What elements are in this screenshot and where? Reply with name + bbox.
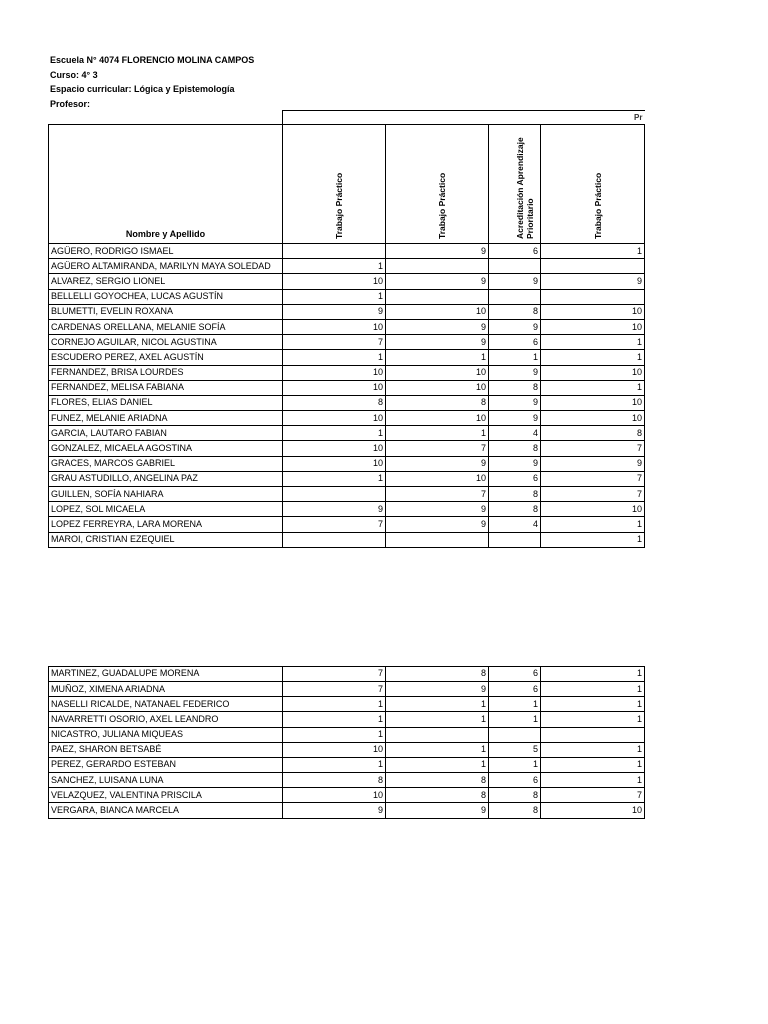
student-name-cell[interactable]: LOPEZ, SOL MICAELA <box>49 502 283 517</box>
student-name-cell[interactable]: MUÑOZ, XIMENA ARIADNA <box>49 681 283 696</box>
grade-cell-c2[interactable]: 7 <box>386 441 489 456</box>
student-name-cell[interactable]: GRACES, MARCOS GABRIEL <box>49 456 283 471</box>
grade-cell-c2[interactable]: 10 <box>386 365 489 380</box>
grade-cell-c3[interactable]: 1 <box>489 350 541 365</box>
table-row <box>49 365 645 380</box>
grade-cell-c4[interactable]: 10 <box>541 304 645 319</box>
school-name: Escuela N° 4074 FLORENCIO MOLINA CAMPOS <box>50 55 255 65</box>
subject-label: Espacio curricular: Lógica y Epistemología <box>50 84 235 95</box>
table-row <box>49 350 645 365</box>
grade-cell-c2[interactable]: 9 <box>386 456 489 471</box>
grade-cell-c1[interactable] <box>283 244 386 259</box>
table-row <box>49 426 645 441</box>
grade-cell-c2[interactable]: 8 <box>386 773 489 788</box>
table-row <box>49 487 645 502</box>
grade-cell-c2[interactable]: 1 <box>386 350 489 365</box>
grade-cell-c3[interactable]: 6 <box>489 681 541 696</box>
table-row <box>49 803 645 818</box>
grade-cell-c1[interactable]: 1 <box>283 289 386 304</box>
grade-cell-c3[interactable] <box>489 532 541 547</box>
grade-cell-c4[interactable]: 10 <box>541 411 645 426</box>
grade-cell-c4[interactable]: 1 <box>541 666 645 681</box>
grade-cell-c4[interactable]: 1 <box>541 697 645 712</box>
grade-cell-c2[interactable]: 9 <box>386 502 489 517</box>
grade-cell-c4[interactable]: 9 <box>541 274 645 289</box>
student-name-cell[interactable]: VELAZQUEZ, VALENTINA PRISCILA <box>49 788 283 803</box>
grade-cell-c4[interactable]: 10 <box>541 319 645 334</box>
grade-cell-c4[interactable]: 7 <box>541 441 645 456</box>
table-row <box>49 319 645 334</box>
grade-cell-c1[interactable]: 1 <box>283 712 386 727</box>
grade-cell-c4[interactable] <box>541 259 645 274</box>
period-band-row <box>49 111 645 125</box>
grade-cell-c1[interactable]: 1 <box>283 426 386 441</box>
grade-cell-c4[interactable]: 8 <box>541 426 645 441</box>
grade-cell-c4[interactable]: 1 <box>541 773 645 788</box>
student-name-cell[interactable]: BLUMETTI, EVELIN ROXANA <box>49 304 283 319</box>
table-row <box>49 411 645 426</box>
grade-cell-c2[interactable]: 10 <box>386 380 489 395</box>
grades-table <box>48 110 645 819</box>
grade-cell-c3[interactable]: 4 <box>489 517 541 532</box>
grade-cell-c3[interactable]: 8 <box>489 380 541 395</box>
grade-cell-c3[interactable]: 6 <box>489 471 541 486</box>
table-row <box>49 441 645 456</box>
student-name-cell[interactable]: MARTINEZ, GUADALUPE MORENA <box>49 666 283 681</box>
grade-cell-c1[interactable]: 9 <box>283 502 386 517</box>
student-name-cell[interactable]: FUNEZ, MELANIE ARIADNA <box>49 411 283 426</box>
student-name-cell[interactable]: FERNANDEZ, BRISA LOURDES <box>49 365 283 380</box>
table-row <box>49 456 645 471</box>
grade-cell-c1[interactable]: 1 <box>283 757 386 772</box>
student-name-cell[interactable]: GARCIA, LAUTARO FABIAN <box>49 426 283 441</box>
student-name-cell[interactable]: CORNEJO AGUILAR, NICOL AGUSTINA <box>49 335 283 350</box>
table-row <box>49 681 645 696</box>
grade-cell-c2[interactable]: 9 <box>386 681 489 696</box>
student-name-cell[interactable]: GUILLEN, SOFÍA NAHIARA <box>49 487 283 502</box>
table-row <box>49 304 645 319</box>
grade-cell-c4[interactable]: 1 <box>541 244 645 259</box>
grade-cell-c1[interactable]: 10 <box>283 274 386 289</box>
grade-cell-c2[interactable]: 10 <box>386 304 489 319</box>
grade-cell-c1[interactable]: 1 <box>283 727 386 742</box>
grade-cell-c3[interactable]: 1 <box>489 697 541 712</box>
student-name-cell[interactable]: CARDENAS ORELLANA, MELANIE SOFÍA <box>49 319 283 334</box>
grade-cell-c1[interactable]: 9 <box>283 803 386 818</box>
table-row <box>49 727 645 742</box>
col-header-1-label: Trabajo Práctico <box>334 172 344 239</box>
grade-cell-c2[interactable]: 9 <box>386 244 489 259</box>
grade-cell-c1[interactable]: 10 <box>283 456 386 471</box>
grade-cell-c4[interactable]: 7 <box>541 788 645 803</box>
grade-cell-c3[interactable]: 4 <box>489 426 541 441</box>
grade-cell-c3[interactable]: 8 <box>489 803 541 818</box>
grade-cell-c3[interactable]: 1 <box>489 757 541 772</box>
sheet-header <box>50 53 254 111</box>
grade-cell-c4[interactable]: 1 <box>541 380 645 395</box>
table-row <box>49 757 645 772</box>
grade-cell-c1[interactable]: 10 <box>283 365 386 380</box>
grade-cell-c1[interactable]: 10 <box>283 380 386 395</box>
grade-cell-c4[interactable]: 1 <box>541 350 645 365</box>
grade-cell-c1[interactable]: 7 <box>283 666 386 681</box>
grade-cell-c2[interactable]: 1 <box>386 697 489 712</box>
grade-cell-c1[interactable]: 1 <box>283 697 386 712</box>
grade-cell-c3[interactable]: 9 <box>489 395 541 410</box>
grade-cell-c3[interactable]: 8 <box>489 487 541 502</box>
grade-cell-c3[interactable]: 5 <box>489 742 541 757</box>
grade-cell-c2[interactable] <box>386 532 489 547</box>
student-name-cell[interactable]: GONZALEZ, MICAELA AGOSTINA <box>49 441 283 456</box>
student-name-cell[interactable]: AGÜERO, RODRIGO ISMAEL <box>49 244 283 259</box>
grade-cell-c1[interactable]: 10 <box>283 742 386 757</box>
grade-cell-c4[interactable]: 10 <box>541 365 645 380</box>
grade-cell-c3[interactable]: 6 <box>489 244 541 259</box>
grade-cell-c3[interactable]: 9 <box>489 456 541 471</box>
student-name-cell[interactable]: NICASTRO, JULIANA MIQUEAS <box>49 727 283 742</box>
grade-cell-c2[interactable] <box>386 727 489 742</box>
student-name-cell[interactable]: GRAU ASTUDILLO, ANGELINA PAZ <box>49 471 283 486</box>
grade-cell-c3[interactable] <box>489 259 541 274</box>
col-header-4 <box>541 125 645 244</box>
table-row <box>49 244 645 259</box>
table-row <box>49 517 645 532</box>
table-row <box>49 773 645 788</box>
grade-cell-c2[interactable]: 8 <box>386 666 489 681</box>
grade-cell-c4[interactable]: 10 <box>541 502 645 517</box>
header-row <box>49 125 645 244</box>
grade-cell-c3[interactable]: 9 <box>489 365 541 380</box>
table-row <box>49 697 645 712</box>
table-row <box>49 712 645 727</box>
grade-cell-c3[interactable] <box>489 727 541 742</box>
grade-cell-c1[interactable]: 1 <box>283 471 386 486</box>
grade-cell-c2[interactable]: 1 <box>386 712 489 727</box>
grade-cell-c3[interactable]: 6 <box>489 335 541 350</box>
student-name-cell[interactable]: NAVARRETTI OSORIO, AXEL LEANDRO <box>49 712 283 727</box>
grade-cell-c3[interactable]: 8 <box>489 441 541 456</box>
grade-cell-c3[interactable]: 8 <box>489 502 541 517</box>
col-header-2 <box>386 125 489 244</box>
col-header-1 <box>283 125 386 244</box>
grade-cell-c2[interactable]: 1 <box>386 742 489 757</box>
grade-cell-c1[interactable]: 1 <box>283 350 386 365</box>
grade-cell-c2[interactable]: 1 <box>386 757 489 772</box>
grade-cell-c4[interactable]: 10 <box>541 395 645 410</box>
grade-cell-c4[interactable]: 1 <box>541 335 645 350</box>
grade-cell-c4[interactable]: 1 <box>541 532 645 547</box>
student-name-cell[interactable]: MAROI, CRISTIAN EZEQUIEL <box>49 532 283 547</box>
grade-cell-c2[interactable]: 9 <box>386 803 489 818</box>
grade-cell-c1[interactable] <box>283 532 386 547</box>
grade-cell-c2[interactable] <box>386 259 489 274</box>
student-name-cell[interactable]: ESCUDERO PEREZ, AXEL AGUSTÍN <box>49 350 283 365</box>
grade-cell-c2[interactable]: 10 <box>386 411 489 426</box>
grade-cell-c2[interactable]: 8 <box>386 395 489 410</box>
grade-cell-c4[interactable]: 9 <box>541 456 645 471</box>
student-name-cell[interactable]: ALVAREZ, SERGIO LIONEL <box>49 274 283 289</box>
grade-cell-c1[interactable]: 10 <box>283 411 386 426</box>
grade-cell-c2[interactable]: 9 <box>386 274 489 289</box>
table-row <box>49 289 645 304</box>
period-band-label: Pr <box>283 111 645 125</box>
table-row <box>49 259 645 274</box>
grade-cell-c3[interactable] <box>489 289 541 304</box>
table-row <box>49 532 645 547</box>
grade-cell-c3[interactable]: 1 <box>489 712 541 727</box>
teacher-label: Profesor: <box>50 98 91 109</box>
col-header-3-label: Acreditación Aprendizaje Prioritario <box>514 137 535 239</box>
grade-cell-c2[interactable]: 7 <box>386 487 489 502</box>
table-row <box>49 380 645 395</box>
table-row <box>49 395 645 410</box>
grade-cell-c4[interactable] <box>541 289 645 304</box>
grade-cell-c4[interactable]: 1 <box>541 712 645 727</box>
col-header-3 <box>489 125 541 244</box>
table-row <box>49 335 645 350</box>
grade-cell-c4[interactable]: 10 <box>541 803 645 818</box>
grade-cell-c2[interactable]: 8 <box>386 788 489 803</box>
grade-cell-c1[interactable]: 10 <box>283 441 386 456</box>
grade-cell-c3[interactable]: 6 <box>489 666 541 681</box>
col-header-4-label: Trabajo Práctico <box>592 172 603 239</box>
grade-cell-c3[interactable]: 8 <box>489 304 541 319</box>
grade-cell-c1[interactable]: 7 <box>283 681 386 696</box>
grade-cell-c3[interactable]: 8 <box>489 788 541 803</box>
grade-cell-c1[interactable]: 8 <box>283 395 386 410</box>
grade-cell-c3[interactable]: 9 <box>489 274 541 289</box>
grade-cell-c4[interactable]: 1 <box>541 681 645 696</box>
table-row <box>49 788 645 803</box>
grade-cell-c4[interactable]: 1 <box>541 742 645 757</box>
grade-cell-c1[interactable]: 8 <box>283 773 386 788</box>
table-row <box>49 471 645 486</box>
student-name-cell[interactable]: PEREZ, GERARDO ESTEBAN <box>49 757 283 772</box>
student-name-cell[interactable]: LOPEZ FERREYRA, LARA MORENA <box>49 517 283 532</box>
grade-cell-c4[interactable] <box>541 727 645 742</box>
col-header-name: Nombre y Apellido <box>49 125 283 244</box>
grade-cell-c3[interactable]: 6 <box>489 773 541 788</box>
grade-cell-c1[interactable]: 1 <box>283 259 386 274</box>
grade-cell-c1[interactable] <box>283 487 386 502</box>
student-name-cell[interactable]: VERGARA, BIANCA MARCELA <box>49 803 283 818</box>
grade-cell-c1[interactable]: 10 <box>283 319 386 334</box>
page-break-gap <box>49 547 645 666</box>
grade-cell-c2[interactable]: 9 <box>386 517 489 532</box>
student-name-cell[interactable]: FLORES, ELIAS DANIEL <box>49 395 283 410</box>
grade-cell-c1[interactable]: 9 <box>283 304 386 319</box>
grade-cell-c4[interactable]: 7 <box>541 487 645 502</box>
table-row <box>49 742 645 757</box>
table-row <box>49 666 645 681</box>
grade-cell-c4[interactable]: 1 <box>541 517 645 532</box>
student-name-cell[interactable]: FERNANDEZ, MELISA FABIANA <box>49 380 283 395</box>
grade-cell-c1[interactable]: 10 <box>283 788 386 803</box>
table-row <box>49 502 645 517</box>
course-label: Curso: 4° 3 <box>50 69 98 80</box>
table-row <box>49 274 645 289</box>
student-name-cell[interactable]: PAEZ, SHARON BETSABÉ <box>49 742 283 757</box>
col-header-2-label: Trabajo Práctico <box>437 172 447 239</box>
grade-cell-c1[interactable]: 7 <box>283 335 386 350</box>
grade-cell-c2[interactable] <box>386 289 489 304</box>
student-name-cell[interactable]: NASELLI RICALDE, NATANAEL FEDERICO <box>49 697 283 712</box>
grade-cell-c4[interactable]: 1 <box>541 757 645 772</box>
student-name-cell[interactable]: BELLELLI GOYOCHEA, LUCAS AGUSTÍN <box>49 289 283 304</box>
student-name-cell[interactable]: AGÜERO ALTAMIRANDA, MARILYN MAYA SOLEDAD <box>49 259 283 274</box>
grade-cell-c2[interactable]: 10 <box>386 471 489 486</box>
grade-cell-c1[interactable]: 7 <box>283 517 386 532</box>
grade-cell-c2[interactable]: 1 <box>386 426 489 441</box>
grade-cell-c3[interactable]: 9 <box>489 411 541 426</box>
grade-cell-c2[interactable]: 9 <box>386 335 489 350</box>
grade-cell-c2[interactable]: 9 <box>386 319 489 334</box>
student-name-cell[interactable]: SANCHEZ, LUISANA LUNA <box>49 773 283 788</box>
grade-cell-c4[interactable]: 7 <box>541 471 645 486</box>
grade-cell-c3[interactable]: 9 <box>489 319 541 334</box>
